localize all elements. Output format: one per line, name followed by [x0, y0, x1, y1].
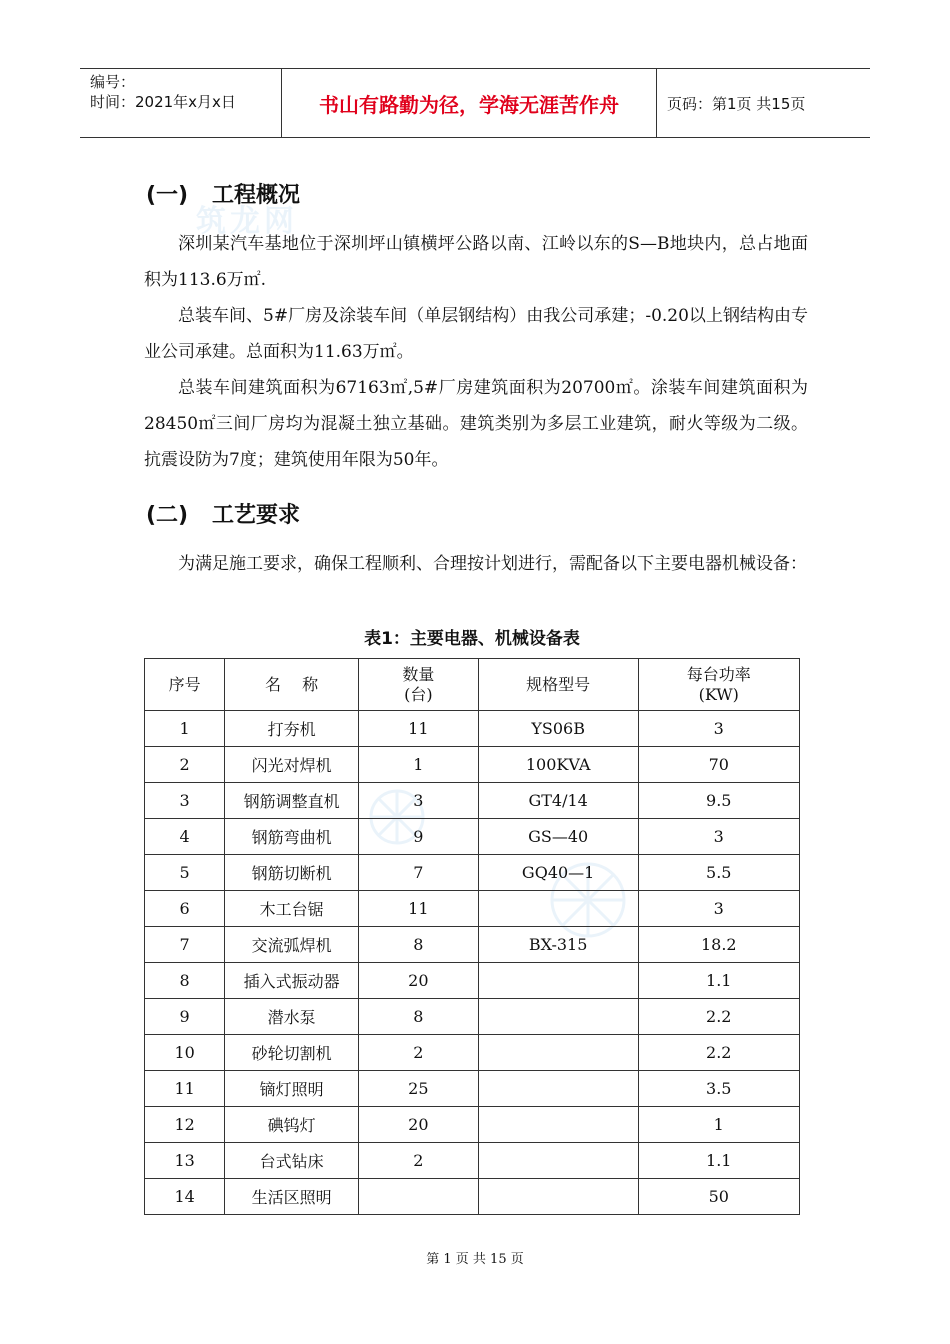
cell-spec — [478, 1071, 638, 1107]
table-row — [145, 1071, 800, 1107]
table-row — [145, 1179, 800, 1215]
cell-name: 插入式振动器 — [225, 963, 359, 999]
cell-qty: 7 — [358, 855, 478, 891]
cell-seq: 3 — [145, 783, 225, 819]
section-title: 工艺要求 — [212, 503, 301, 528]
col-header-power-line2: (KW) — [698, 684, 739, 704]
cell-seq: 11 — [145, 1071, 225, 1107]
cell-qty: 8 — [358, 999, 478, 1035]
cell-qty: 20 — [358, 1107, 478, 1143]
cell-power: 3 — [638, 891, 799, 927]
table-row — [145, 711, 800, 747]
table-body — [145, 711, 800, 1215]
table-caption: 表1：主要电器、机械设备表 — [364, 629, 580, 649]
cell-seq: 14 — [145, 1179, 225, 1215]
section-title: 工程概况 — [212, 183, 301, 208]
cell-seq: 2 — [145, 747, 225, 783]
cell-power: 50 — [638, 1179, 799, 1215]
cell-spec — [478, 963, 638, 999]
cell-qty: 25 — [358, 1071, 478, 1107]
header-page-info: 页码：第1页 共15页 — [667, 94, 806, 113]
table-row — [145, 819, 800, 855]
cell-qty: 3 — [358, 783, 478, 819]
paragraph: 为满足施工要求，确保工程顺利、合理按计划进行，需配备以下主要电器机械设备： — [178, 554, 807, 574]
cell-seq: 5 — [145, 855, 225, 891]
cell-qty — [358, 1179, 478, 1215]
cell-seq: 8 — [145, 963, 225, 999]
cell-seq: 10 — [145, 1035, 225, 1071]
col-header-seq: 序号 — [145, 659, 225, 711]
table-row — [145, 783, 800, 819]
col-header-power-line1: 每台功率 — [686, 664, 751, 684]
cell-name: 台式钻床 — [225, 1143, 359, 1179]
header-meta — [80, 69, 282, 137]
cell-qty: 9 — [358, 819, 478, 855]
section-heading-overview — [146, 178, 300, 209]
table-row — [145, 747, 800, 783]
table-row — [145, 1143, 800, 1179]
table-header-row — [145, 659, 800, 711]
cell-name: 砂轮切割机 — [225, 1035, 359, 1071]
cell-spec: BX-315 — [478, 927, 638, 963]
cell-qty: 2 — [358, 1143, 478, 1179]
cell-seq: 6 — [145, 891, 225, 927]
table-row — [145, 855, 800, 891]
cell-seq: 1 — [145, 711, 225, 747]
cell-name: 钢筋调整直机 — [225, 783, 359, 819]
cell-power: 2.2 — [638, 999, 799, 1035]
table-row — [145, 999, 800, 1035]
cell-power: 3 — [638, 819, 799, 855]
cell-name: 钢筋弯曲机 — [225, 819, 359, 855]
cell-spec: YS06B — [478, 711, 638, 747]
cell-name: 闪光对焊机 — [225, 747, 359, 783]
cell-spec: GQ40—1 — [478, 855, 638, 891]
cell-power: 1.1 — [638, 1143, 799, 1179]
cell-spec — [478, 1179, 638, 1215]
cell-power: 3.5 — [638, 1071, 799, 1107]
doc-number-label: 编号： — [90, 73, 136, 91]
table-row — [145, 891, 800, 927]
table-row — [145, 927, 800, 963]
col-header-name: 名 称 — [225, 659, 359, 711]
col-header-qty-line2: (台) — [404, 684, 433, 704]
cell-name: 钢筋切断机 — [225, 855, 359, 891]
cell-name: 镝灯照明 — [225, 1071, 359, 1107]
cell-qty: 11 — [358, 711, 478, 747]
cell-seq: 13 — [145, 1143, 225, 1179]
cell-qty: 11 — [358, 891, 478, 927]
cell-power: 5.5 — [638, 855, 799, 891]
cell-spec: 100KVA — [478, 747, 638, 783]
cell-seq: 4 — [145, 819, 225, 855]
cell-spec: GT4/14 — [478, 783, 638, 819]
table-row — [145, 963, 800, 999]
table-row — [145, 1107, 800, 1143]
cell-qty: 2 — [358, 1035, 478, 1071]
paragraph: 总装车间建筑面积为67163㎡,5#厂房建筑面积为20700㎡。涂装车间建筑面积为28450㎡三间厂房均为混凝土独立基础。建筑类别为多层工业建筑，耐火等级为二级。抗震设防为7度；建筑使用年限为50年。 — [144, 378, 808, 470]
col-header-qty-line1: 数量 — [402, 664, 435, 684]
cell-spec — [478, 1143, 638, 1179]
cell-name: 潜水泵 — [225, 999, 359, 1035]
cell-power: 9.5 — [638, 783, 799, 819]
equipment-table — [144, 658, 800, 1215]
cell-power: 3 — [638, 711, 799, 747]
cell-power: 1.1 — [638, 963, 799, 999]
cell-spec — [478, 999, 638, 1035]
page-footer: 第 1 页 共 15 页 — [426, 1252, 524, 1267]
cell-qty: 20 — [358, 963, 478, 999]
page-header — [80, 68, 870, 138]
cell-spec — [478, 891, 638, 927]
cell-power: 1 — [638, 1107, 799, 1143]
header-motto: 书山有路勤为径，学海无涯苦作舟 — [282, 69, 657, 137]
cell-name: 生活区照明 — [225, 1179, 359, 1215]
cell-seq: 9 — [145, 999, 225, 1035]
cell-spec — [478, 1107, 638, 1143]
section-heading-process — [146, 498, 300, 529]
col-header-spec: 规格型号 — [478, 659, 638, 711]
cell-power: 2.2 — [638, 1035, 799, 1071]
col-header-qty — [358, 659, 478, 711]
section-number: (一) — [146, 183, 189, 208]
cell-seq: 7 — [145, 927, 225, 963]
cell-name: 交流弧焊机 — [225, 927, 359, 963]
col-header-power — [638, 659, 799, 711]
cell-power: 70 — [638, 747, 799, 783]
paragraph: 总装车间、5#厂房及涂装车间（单层钢结构）由我公司承建；-0.20以上钢结构由专业公司承建。总面积为11.63万㎡。 — [144, 306, 808, 362]
cell-power: 18.2 — [638, 927, 799, 963]
cell-name: 木工台锯 — [225, 891, 359, 927]
cell-spec — [478, 1035, 638, 1071]
paragraph: 深圳某汽车基地位于深圳坪山镇横坪公路以南、江岭以东的S—B地块内，总占地面积为113.6万㎡. — [144, 234, 808, 290]
cell-qty: 8 — [358, 927, 478, 963]
cell-seq: 12 — [145, 1107, 225, 1143]
cell-name: 碘钨灯 — [225, 1107, 359, 1143]
doc-time-label: 时间：2021年x月x日 — [90, 93, 236, 111]
section-number: (二) — [146, 503, 189, 528]
cell-qty: 1 — [358, 747, 478, 783]
table-row — [145, 1035, 800, 1071]
cell-name: 打夯机 — [225, 711, 359, 747]
watermark-text: 筑龙网 — [196, 204, 298, 239]
cell-spec: GS—40 — [478, 819, 638, 855]
